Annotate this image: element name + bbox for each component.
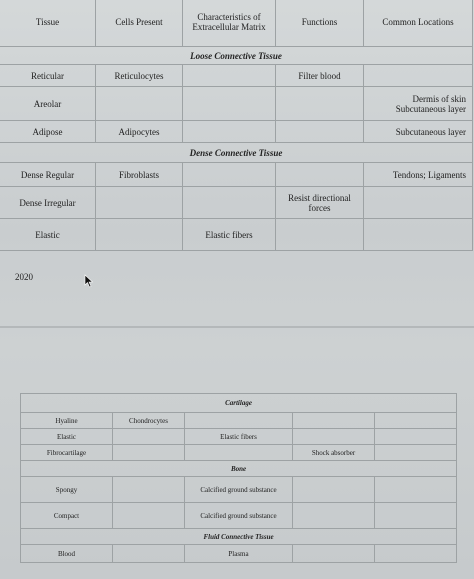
locations-cell [375,545,457,563]
section-loose: Loose Connective Tissue [0,47,473,65]
cells-cell [113,429,185,445]
tissue-cell: Elastic [0,219,96,251]
tissue-cell: Fibrocartilage [21,445,113,461]
section-bone: Bone [21,461,457,477]
locations-cell [364,219,473,251]
functions-cell [293,413,375,429]
matrix-cell: Elastic fibers [185,429,293,445]
table-row [0,219,473,251]
matrix-cell [183,187,276,219]
functions-cell [293,545,375,563]
cells-cell: Adipocytes [96,121,183,143]
locations-cell: Dermis of skin Subcutaneous layer [364,87,473,121]
cells-cell [113,445,185,461]
table-row [0,65,473,87]
cells-cell: Chondrocytes [113,413,185,429]
locations-cell [375,477,457,503]
tissue-cell: Adipose [0,121,96,143]
locations-cell [364,187,473,219]
locations-cell [375,445,457,461]
cells-cell [96,219,183,251]
page-fold-divider [0,326,474,328]
cells-cell [113,545,185,563]
section-row [0,47,473,65]
locations-cell [375,503,457,529]
matrix-cell [185,413,293,429]
matrix-cell: Plasma [185,545,293,563]
matrix-cell: Calcified ground substance [185,503,293,529]
tissue-cell: Elastic [21,429,113,445]
table-row [0,163,473,187]
functions-cell [293,477,375,503]
cartilage-bone-fluid-table [20,393,457,563]
cells-cell: Fibroblasts [96,163,183,187]
table-row [0,121,473,143]
matrix-cell [185,445,293,461]
functions-cell [293,429,375,445]
functions-cell [293,503,375,529]
cells-cell: Reticulocytes [96,65,183,87]
section-fluid: Fluid Connective Tissue [21,529,457,545]
table-row [21,477,457,503]
header-cells: Cells Present [96,0,183,47]
cells-cell [113,477,185,503]
matrix-cell: Elastic fibers [183,219,276,251]
year-label: 2020 [15,272,33,282]
locations-cell [375,429,457,445]
tissue-cell: Hyaline [21,413,113,429]
table-row [21,413,457,429]
tissue-cell: Reticular [0,65,96,87]
functions-cell: Filter blood [276,65,364,87]
matrix-cell [183,65,276,87]
header-matrix: Characteristics of Extracellular Matrix [183,0,276,47]
table-row [21,445,457,461]
tissue-cell: Compact [21,503,113,529]
locations-cell: Subcutaneous layer [364,121,473,143]
cells-cell [96,187,183,219]
functions-cell: Shock absorber [293,445,375,461]
matrix-cell [183,121,276,143]
header-functions: Functions [276,0,364,47]
table-row [21,429,457,445]
functions-cell [276,219,364,251]
tissue-cell: Dense Irregular [0,187,96,219]
header-locations: Common Locations [364,0,473,47]
table-row [21,503,457,529]
matrix-cell [183,163,276,187]
section-row [21,529,457,545]
table-row [0,187,473,219]
functions-cell: Resist directional forces [276,187,364,219]
locations-cell [375,413,457,429]
tissue-cell: Dense Regular [0,163,96,187]
header-tissue: Tissue [0,0,96,47]
matrix-cell [183,87,276,121]
section-dense: Dense Connective Tissue [0,143,473,163]
tissue-cell: Spongy [21,477,113,503]
section-cartilage: Cartilage [21,394,457,413]
cells-cell [113,503,185,529]
table-row [21,545,457,563]
locations-cell: Tendons; Ligaments [364,163,473,187]
connective-tissue-table [0,0,473,251]
matrix-cell: Calcified ground substance [185,477,293,503]
tissue-cell: Areolar [0,87,96,121]
section-row [21,461,457,477]
mouse-pointer-icon [84,274,94,288]
functions-cell [276,163,364,187]
table-row [0,87,473,121]
tissue-cell: Blood [21,545,113,563]
header-row [0,0,473,47]
functions-cell [276,121,364,143]
locations-cell [364,65,473,87]
cells-cell [96,87,183,121]
section-row [21,394,457,413]
functions-cell [276,87,364,121]
section-row [0,143,473,163]
